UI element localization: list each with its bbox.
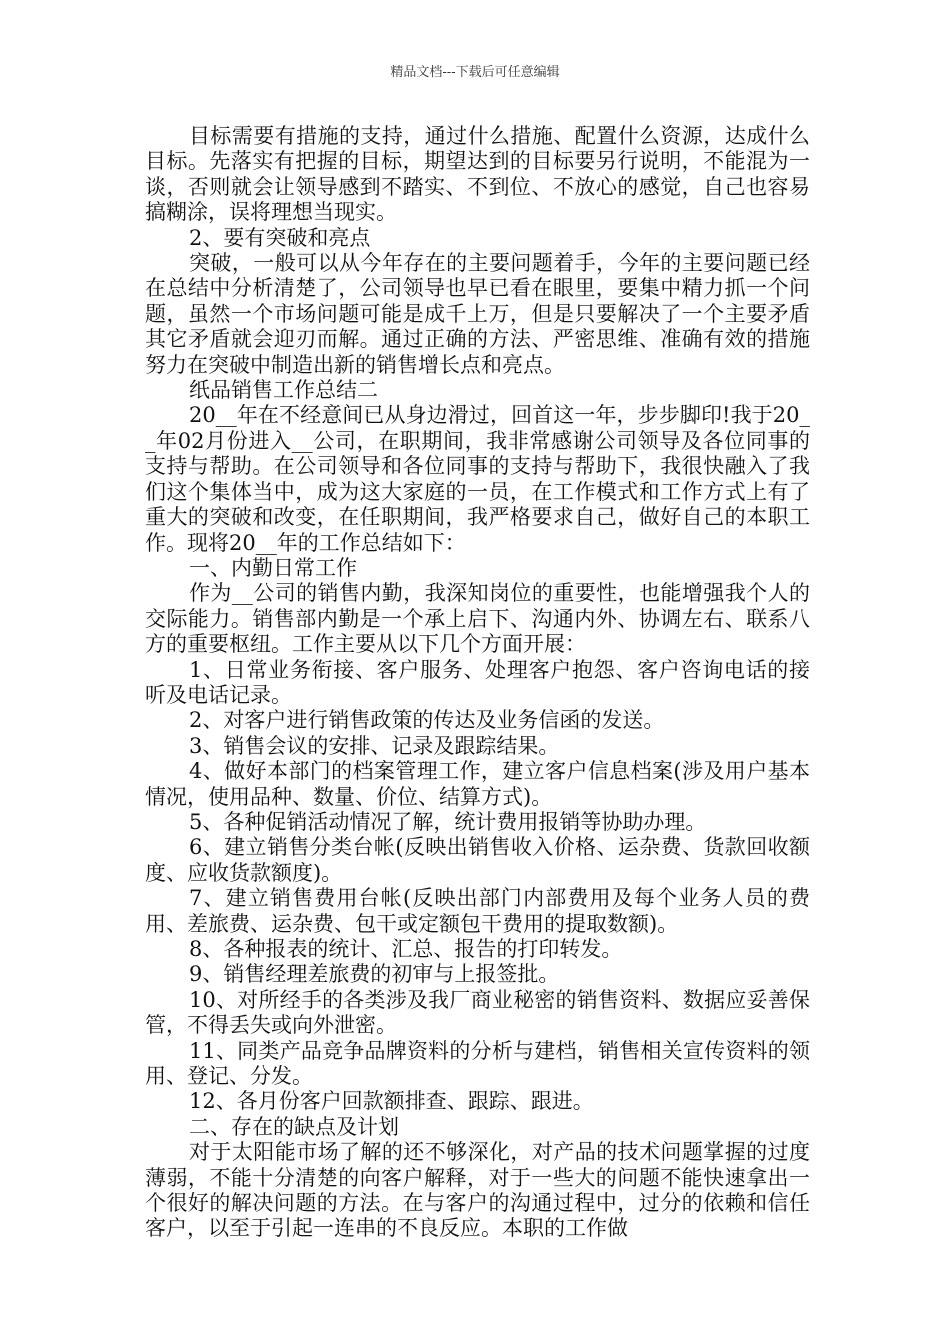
list-item-3: 3、销售会议的安排、记录及跟踪结果。 xyxy=(189,733,560,758)
list-item-11: 11、同类产品竞争品牌资料的分析与建档，销售相关宣传资料的领用、登记、分发。 xyxy=(145,1038,810,1089)
paragraph-year-review: 20__年在不经意间已从身边滑过，回首这一年，步步脚印!我于20__年02月份进入__公司，在职期间，我非常感谢公司领导及各位同事的支持与帮助。在公司领导和各位同事的支持与帮助下，我很快融入了我们这个集体当中，成为这大家庭的一员，在工作模式和工作方式上有了重大的突破和改变，在任职期间，我严格要求自己，做好自己的本职工作。现将20__年的工作总结如下： xyxy=(145,403,810,555)
paragraph-shortcomings: 对于太阳能市场了解的还不够深化，对产品的技术问题掌握的过度薄弱，不能十分清楚的向客户解释，对于一些大的问题不能快速拿出一个很好的解决问题的方法。在与客户的沟通过程中，过分的依赖和信任客户，以至于引起一连串的不良反应。本职的工作做 xyxy=(145,1140,810,1241)
page-header: 精品文档---下载后可任意编辑 xyxy=(390,65,560,80)
list-item-6: 6、建立销售分类台帐(反映出销售收入价格、运杂费、货款回收额度、应收货款额度)。 xyxy=(145,835,810,885)
list-item-10: 10、对所经手的各类涉及我厂商业秘密的销售资料、数据应妥善保管，不得丢失或向外泄密。 xyxy=(145,987,810,1038)
heading-breakthrough: 2、要有突破和亮点 xyxy=(189,225,371,250)
list-item-8: 8、各种报表的统计、汇总、报告的打印转发。 xyxy=(189,937,623,961)
heading-summary-two: 纸品销售工作总结二 xyxy=(189,378,378,403)
paragraph-role: 作为__公司的销售内勤，我深知岗位的重要性，也能增强我个人的交际能力。销售部内勤是一个承上启下、沟通内外、协调左右、联系八方的重要枢纽。工作主要从以下几个方面开展： xyxy=(145,581,810,657)
heading-daily-work: 一、内勤日常工作 xyxy=(189,555,357,580)
list-item-5: 5、各种促销活动情况了解，统计费用报销等协助办理。 xyxy=(189,809,707,834)
paragraph-goal-support: 目标需要有措施的支持，通过什么措施、配置什么资源，达成什么目标。先落实有把握的目标，期望达到的目标要另行说明，不能混为一谈，否则就会让领导感到不踏实、不到位、不放心的感觉，自己也容易搞糊涂，误将理想当现实。 xyxy=(145,124,810,225)
heading-shortcomings: 二、存在的缺点及计划 xyxy=(189,1114,399,1139)
list-item-2: 2、对客户进行销售政策的传达及业务信函的发送。 xyxy=(189,708,665,733)
list-item-4: 4、做好本部门的档案管理工作，建立客户信息档案(涉及用户基本情况，使用品种、数量、价位、结算方式)。 xyxy=(145,759,810,809)
list-item-12: 12、各月份客户回款额排查、跟踪、跟进。 xyxy=(189,1089,594,1114)
paragraph-breakthrough: 突破，一般可以从今年存在的主要问题着手，今年的主要问题已经在总结中分析清楚了，公司领导也早已看在眼里，要集中精力抓一个问题，虽然一个市场问题可能是成千上万，但是只要解决了一个主要矛盾其它矛盾就会迎刃而解。通过正确的方法、严密思维、准确有效的措施努力在突破中制造出新的销售增长点和亮点。 xyxy=(145,251,810,377)
list-item-9: 9、销售经理差旅费的初审与上报签批。 xyxy=(189,962,560,987)
document-body xyxy=(145,124,810,1242)
list-item-1: 1、日常业务衔接、客户服务、处理客户抱怨、客户咨询电话的接听及电话记录。 xyxy=(145,657,810,707)
list-item-7: 7、建立销售费用台帐(反映出部门内部费用及每个业务人员的费用、差旅费、运杂费、包干或定额包干费用的提取数额)。 xyxy=(145,886,810,936)
